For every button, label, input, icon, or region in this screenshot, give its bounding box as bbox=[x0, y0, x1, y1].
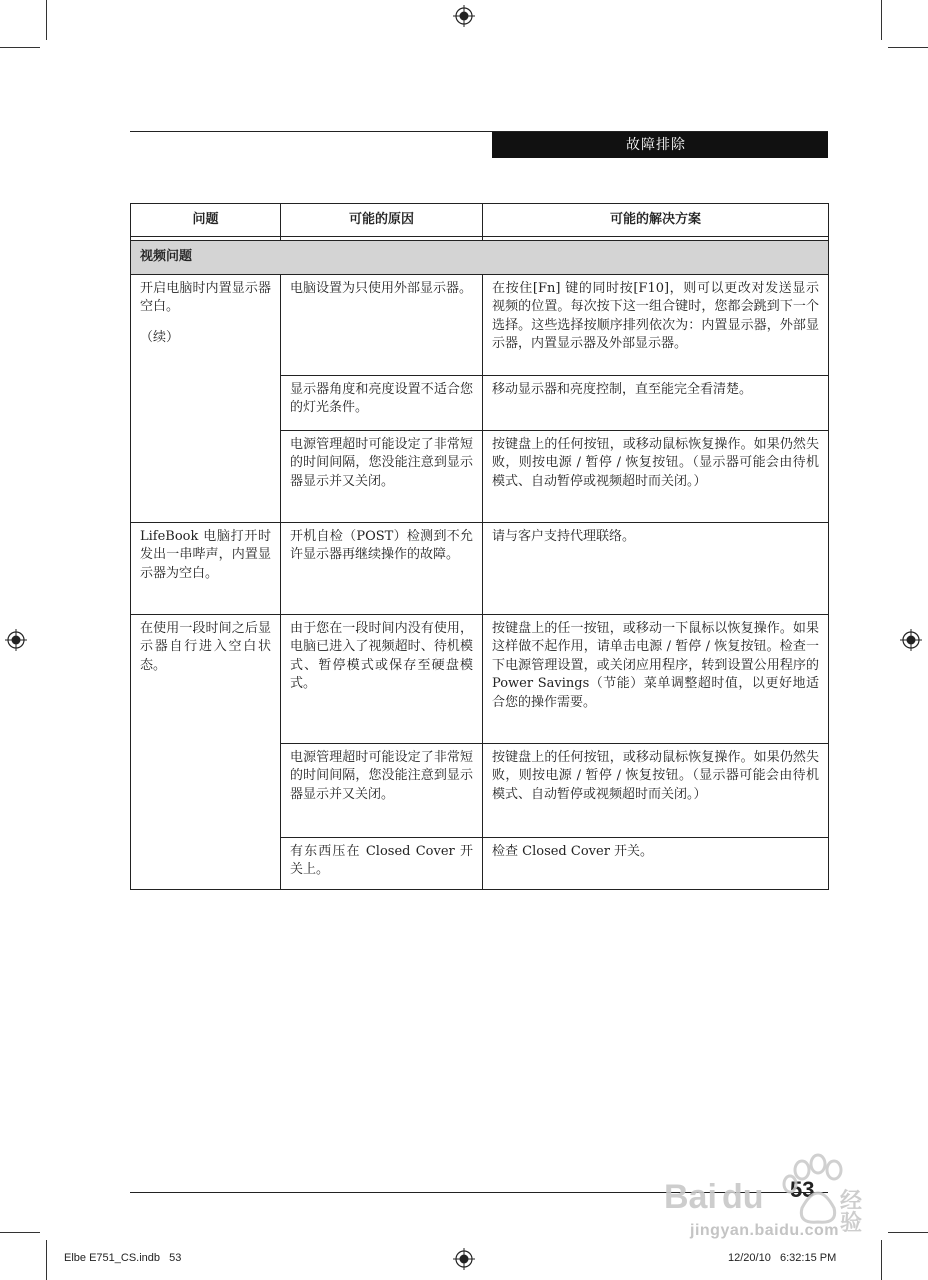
svg-text:验: 验 bbox=[840, 1210, 863, 1235]
crop-mark-br-v bbox=[881, 1240, 882, 1280]
crop-mark-tr-h bbox=[888, 47, 928, 48]
problem-cell bbox=[131, 274, 281, 522]
registration-mark-right bbox=[900, 629, 922, 651]
page-number: 53 bbox=[790, 1177, 815, 1202]
cause-cell: 显示器角度和亮度设置不适合您的灯光条件。 bbox=[281, 375, 483, 430]
problem-cell: LifeBook 电脑打开时发出一串哔声，内置显示器为空白。 bbox=[131, 522, 281, 614]
cause-cell: 由于您在一段时间内没有使用，电脑已进入了视频超时、待机模式、暂停模式或保存至硬盘模式。 bbox=[281, 614, 483, 743]
crop-mark-tl-h bbox=[0, 47, 40, 48]
cause-cell: 有东西压在 Closed Cover 开关上。 bbox=[281, 837, 483, 889]
problem-text: 开启电脑时内置显示器空白。 bbox=[140, 280, 271, 314]
section-header-bar bbox=[492, 132, 828, 158]
crop-mark-br-h bbox=[888, 1232, 928, 1233]
crop-mark-tr-v bbox=[881, 0, 882, 40]
registration-mark-left bbox=[5, 629, 27, 651]
solution-cell: 按键盘上的任一按钮，或移动一下鼠标以恢复操作。如果这样做不起作用，请单击电源 / 暂停 / 恢复按钮。检查一下电源管理设置，或关闭应用程序，转到设置公用程序的 Power Savings（节能）菜单调整超时值，以更好地适合您的操作需要。 bbox=[483, 614, 829, 743]
crop-mark-bl-h bbox=[0, 1232, 40, 1233]
solution-cell: 在按住[Fn] 键的同时按[F10]，则可以更改对发送显示视频的位置。每次按下这一组合键时，您都会跳到下一个选择。这些选择按顺序排列依次为：内置显示器，外部显示器，内置显示器及外部显示器。 bbox=[483, 274, 829, 375]
column-header-solution: 可能的解决方案 bbox=[483, 204, 829, 237]
solution-cell: 请与客户支持代理联络。 bbox=[483, 522, 829, 614]
solution-cell: 检查 Closed Cover 开关。 bbox=[483, 837, 829, 889]
svg-text:Bai: Bai bbox=[664, 1178, 717, 1216]
table-row bbox=[131, 522, 829, 614]
cause-cell: 电源管理超时可能设定了非常短的时间间隔，您没能注意到显示器显示并又关闭。 bbox=[281, 743, 483, 837]
cause-cell: 电脑设置为只使用外部显示器。 bbox=[281, 274, 483, 375]
crop-mark-tl-v bbox=[46, 0, 47, 40]
troubleshooting-table bbox=[130, 203, 829, 890]
svg-text:du: du bbox=[722, 1178, 764, 1216]
footer-timestamp: 12/20/10 6:32:15 PM bbox=[728, 1252, 837, 1264]
cause-cell: 电源管理超时可能设定了非常短的时间间隔，您没能注意到显示器显示并又关闭。 bbox=[281, 430, 483, 522]
table-row bbox=[131, 614, 829, 743]
registration-mark-bottom bbox=[453, 1248, 475, 1270]
column-header-cause: 可能的原因 bbox=[281, 204, 483, 237]
solution-cell: 移动显示器和亮度控制，直至能完全看清楚。 bbox=[483, 375, 829, 430]
column-header-problem: 问题 bbox=[131, 204, 281, 237]
problem-continued: （续） bbox=[140, 329, 180, 345]
cause-cell: 开机自检（POST）检测到不允许显示器再继续操作的故障。 bbox=[281, 522, 483, 614]
solution-cell: 按键盘上的任何按钮，或移动鼠标恢复操作。如果仍然失败，则按电源 / 暂停 / 恢复按钮。（显示器可能会由待机模式、自动暂停或视频超时而关闭。） bbox=[483, 430, 829, 522]
problem-cell: 在使用一段时间之后显示器自行进入空白状态。 bbox=[131, 614, 281, 889]
crop-mark-bl-v bbox=[46, 1240, 47, 1280]
section-row bbox=[131, 241, 829, 275]
solution-cell: 按键盘上的任何按钮，或移动鼠标恢复操作。如果仍然失败，则按电源 / 暂停 / 恢复按钮。（显示器可能会由待机模式、自动暂停或视频超时而关闭。） bbox=[483, 743, 829, 837]
table-row bbox=[131, 274, 829, 375]
section-header-title: 故障排除 bbox=[626, 137, 686, 153]
table-header-row bbox=[131, 204, 829, 237]
section-title: 视频问题 bbox=[131, 241, 829, 275]
svg-text:经: 经 bbox=[840, 1188, 863, 1213]
footer-file-info: Elbe E751_CS.indb 53 bbox=[64, 1252, 182, 1264]
watermark-text: jingyan.baidu.com bbox=[690, 1222, 839, 1239]
registration-mark-top bbox=[453, 5, 475, 27]
